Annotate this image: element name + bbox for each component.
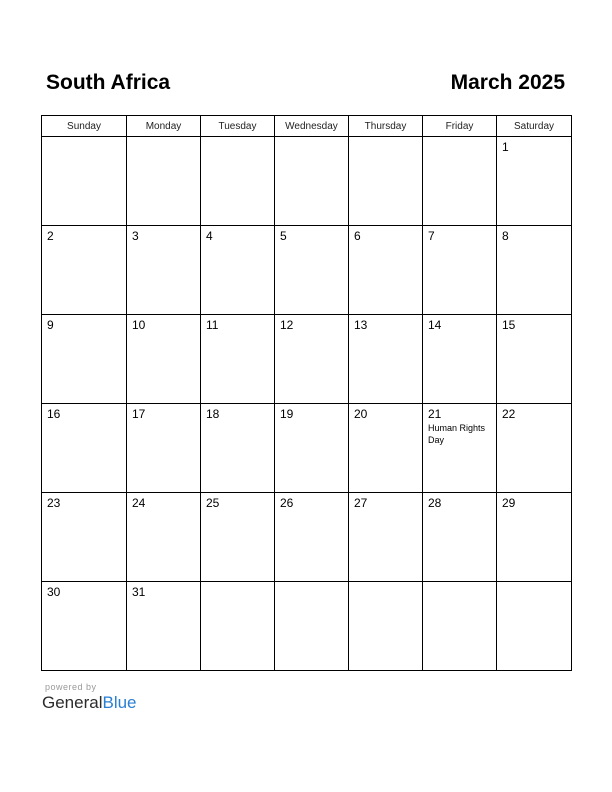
day-cell[interactable] — [42, 404, 127, 493]
day-number: 25 — [206, 496, 220, 510]
day-number: 1 — [502, 140, 509, 154]
day-number: 29 — [502, 496, 516, 510]
day-number: 12 — [280, 318, 294, 332]
empty-day-cell — [349, 582, 423, 671]
country-title: South Africa — [46, 71, 171, 94]
day-number: 4 — [206, 229, 213, 243]
brand-general-text: General — [42, 693, 103, 712]
day-number: 30 — [47, 585, 61, 599]
empty-day-cell — [42, 137, 127, 226]
day-number: 8 — [502, 229, 509, 243]
month-title: March 2025 — [450, 71, 565, 94]
calendar-grid — [41, 115, 572, 671]
day-number: 19 — [280, 407, 294, 421]
day-cell[interactable] — [497, 226, 572, 315]
week-row — [42, 226, 572, 315]
day-number: 16 — [47, 407, 61, 421]
day-number: 3 — [132, 229, 139, 243]
day-cell[interactable] — [42, 582, 127, 671]
day-number: 7 — [428, 229, 435, 243]
day-cell[interactable] — [423, 315, 497, 404]
empty-day-cell — [201, 137, 275, 226]
weekday-header-row — [42, 116, 572, 137]
day-number: 31 — [132, 585, 146, 599]
day-number: 6 — [354, 229, 361, 243]
day-number: 17 — [132, 407, 146, 421]
day-cell[interactable] — [497, 315, 572, 404]
week-row — [42, 493, 572, 582]
day-cell[interactable] — [423, 404, 497, 493]
powered-by-label: powered by — [45, 682, 97, 692]
day-number: 27 — [354, 496, 368, 510]
day-number: 15 — [502, 318, 516, 332]
day-number: 28 — [428, 496, 442, 510]
day-number: 5 — [280, 229, 287, 243]
weekday-header: Wednesday — [275, 116, 349, 137]
day-number: 22 — [502, 407, 516, 421]
day-cell[interactable] — [42, 226, 127, 315]
week-row — [42, 582, 572, 671]
holiday-label: Human Rights Day — [428, 423, 486, 445]
week-row — [42, 315, 572, 404]
weekday-header: Tuesday — [201, 116, 275, 137]
day-cell[interactable] — [42, 493, 127, 582]
day-number: 13 — [354, 318, 368, 332]
day-cell[interactable] — [497, 493, 572, 582]
day-cell[interactable] — [497, 137, 572, 226]
weekday-header: Friday — [423, 116, 497, 137]
day-cell[interactable] — [349, 315, 423, 404]
day-number: 18 — [206, 407, 220, 421]
day-cell[interactable] — [127, 493, 201, 582]
day-cell[interactable] — [42, 315, 127, 404]
day-cell[interactable] — [275, 226, 349, 315]
brand-logo[interactable] — [42, 693, 137, 713]
day-cell[interactable] — [349, 226, 423, 315]
day-cell[interactable] — [275, 493, 349, 582]
empty-day-cell — [127, 137, 201, 226]
day-number: 21 — [428, 407, 442, 421]
day-number: 20 — [354, 407, 368, 421]
day-number: 14 — [428, 318, 442, 332]
day-cell[interactable] — [275, 404, 349, 493]
weekday-header: Thursday — [349, 116, 423, 137]
day-number: 10 — [132, 318, 146, 332]
day-cell[interactable] — [349, 493, 423, 582]
day-cell[interactable] — [127, 404, 201, 493]
empty-day-cell — [349, 137, 423, 226]
day-cell[interactable] — [201, 493, 275, 582]
empty-day-cell — [201, 582, 275, 671]
weekday-header: Sunday — [42, 116, 127, 137]
day-cell[interactable] — [127, 582, 201, 671]
day-cell[interactable] — [423, 493, 497, 582]
day-number: 23 — [47, 496, 61, 510]
empty-day-cell — [423, 137, 497, 226]
empty-day-cell — [423, 582, 497, 671]
brand-blue-text: Blue — [102, 693, 137, 712]
day-cell[interactable] — [497, 404, 572, 493]
week-row — [42, 404, 572, 493]
day-cell[interactable] — [201, 315, 275, 404]
day-number: 2 — [47, 229, 54, 243]
empty-day-cell — [275, 582, 349, 671]
day-cell[interactable] — [275, 315, 349, 404]
week-row — [42, 137, 572, 226]
day-number: 11 — [206, 318, 219, 332]
day-number: 24 — [132, 496, 146, 510]
day-cell[interactable] — [349, 404, 423, 493]
empty-day-cell — [497, 582, 572, 671]
empty-day-cell — [275, 137, 349, 226]
day-cell[interactable] — [201, 226, 275, 315]
day-cell[interactable] — [127, 315, 201, 404]
day-number: 26 — [280, 496, 294, 510]
weekday-header: Monday — [127, 116, 201, 137]
day-number: 9 — [47, 318, 54, 332]
day-cell[interactable] — [201, 404, 275, 493]
day-cell[interactable] — [127, 226, 201, 315]
day-cell[interactable] — [423, 226, 497, 315]
weekday-header: Saturday — [497, 116, 572, 137]
